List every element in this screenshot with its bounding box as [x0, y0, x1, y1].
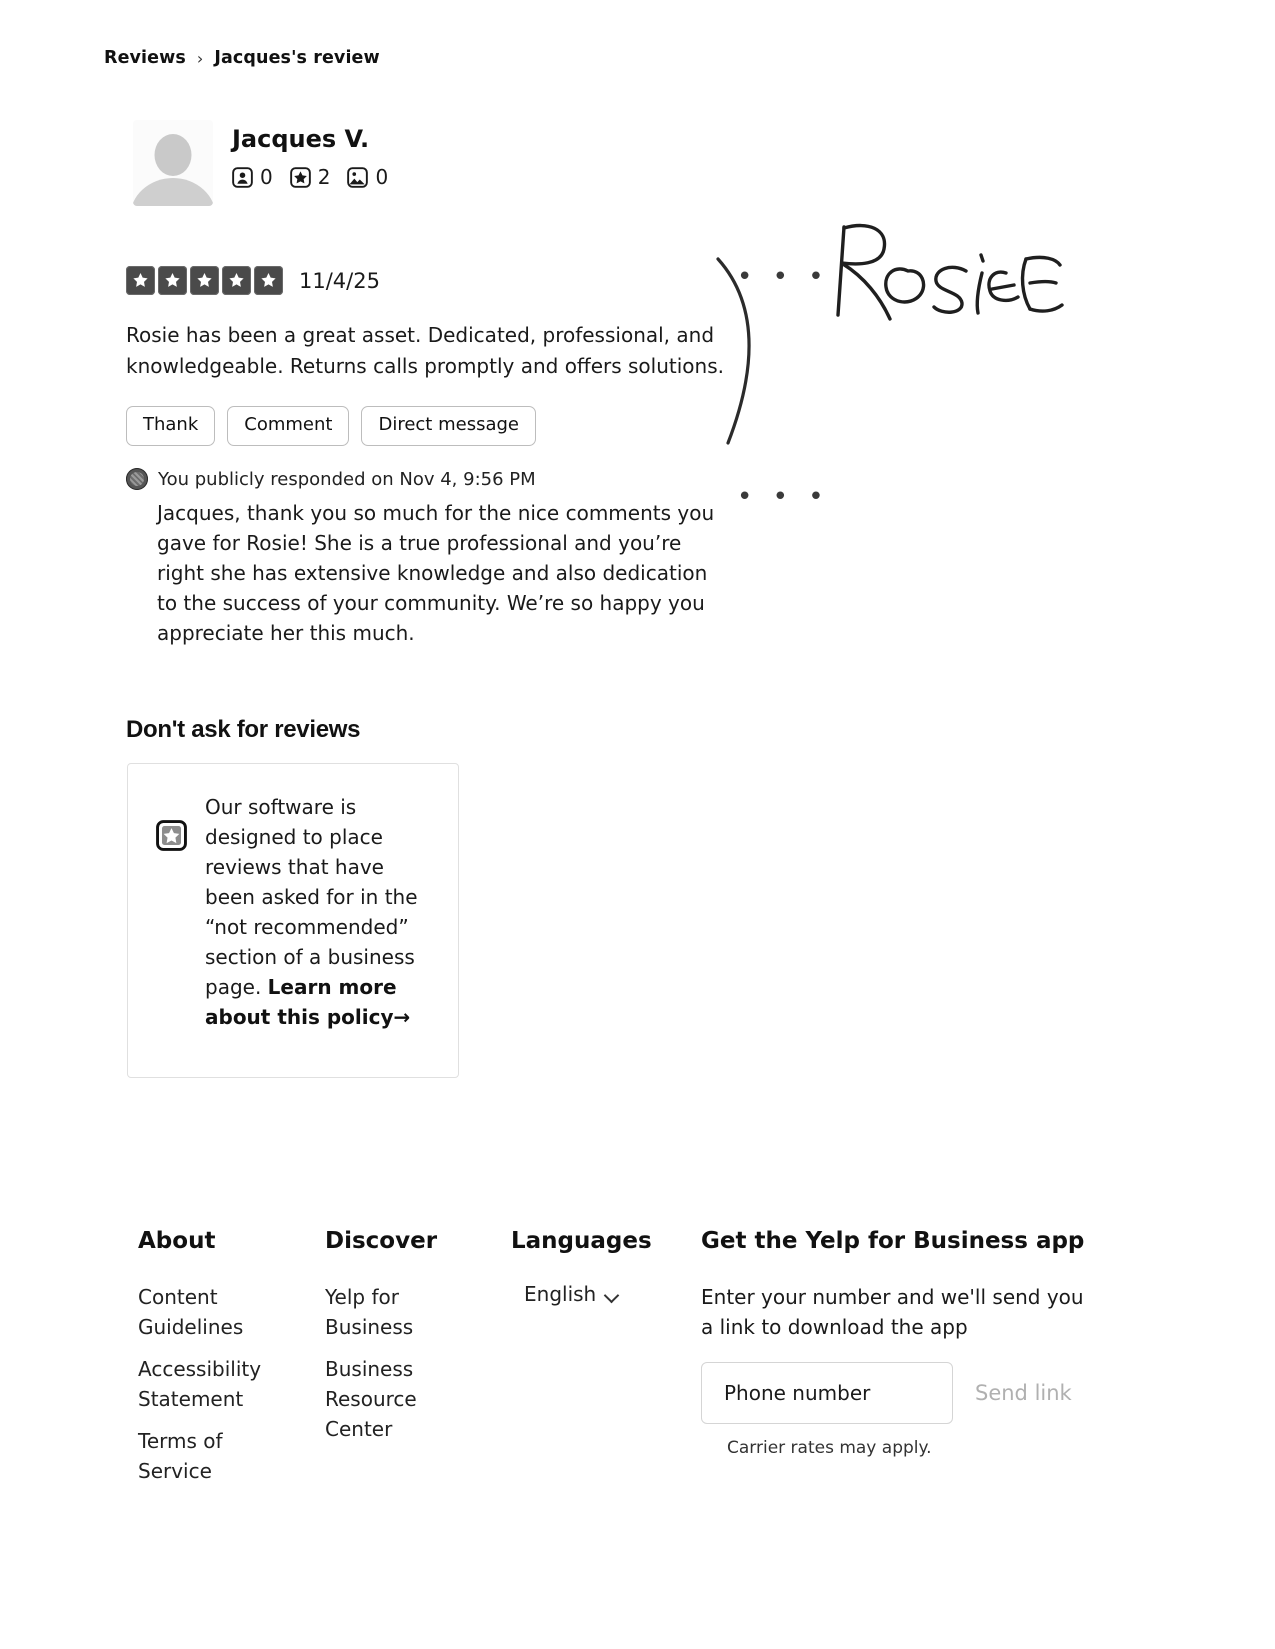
footer-link-yelp-for-business[interactable]: Yelp for Business: [325, 1285, 414, 1339]
footer-column-app: [701, 1228, 1101, 1458]
policy-heading: Don't ask for reviews: [126, 716, 361, 743]
star-filled-icon: [190, 266, 219, 295]
policy-card: [127, 763, 459, 1078]
reviewer-block: [133, 120, 388, 206]
footer-link-accessibility-statement[interactable]: Accessibility Statement: [138, 1357, 262, 1411]
footer-column-about: [138, 1228, 278, 1498]
language-selector[interactable]: [524, 1282, 619, 1306]
breadcrumb: [104, 48, 380, 68]
avatar-body-shape: [133, 178, 213, 206]
comment-button[interactable]: Comment: [227, 406, 349, 446]
policy-learn-more-link[interactable]: Learn more about this policy→: [205, 975, 411, 1029]
breadcrumb-current: Jacques's review: [214, 48, 380, 68]
footer-column-languages: [511, 1228, 652, 1306]
review-actions: [126, 406, 536, 446]
footer-link-content-guidelines[interactable]: Content Guidelines: [138, 1285, 244, 1339]
review-text: Rosie has been a great asset. Dedicated, professional, and knowledgeable. Returns calls promptly and offers solutions.: [126, 323, 724, 378]
footer-languages-title: Languages: [511, 1228, 652, 1254]
star-filled-icon: [126, 266, 155, 295]
footer-about-title: About: [138, 1228, 216, 1254]
stat-reviews-count: 2: [317, 165, 331, 190]
send-link-button[interactable]: Send link: [975, 1381, 1072, 1405]
friends-icon: [232, 167, 253, 188]
avatar-head-shape: [155, 134, 192, 176]
rating-row: [126, 266, 380, 295]
ellipsis-mark-bottom: • • •: [737, 482, 830, 512]
stat-friends-count: 0: [260, 165, 273, 190]
star-filled-icon: [158, 266, 187, 295]
reviewer-name[interactable]: Jacques V.: [232, 125, 370, 153]
policy-body-text: Our software is designed to place reviews that have been asked for in the “not recommended” section of a business page.: [205, 795, 418, 999]
review-date: 11/4/25: [299, 268, 380, 293]
footer-link-business-resource-center[interactable]: Business Resource Center: [325, 1357, 417, 1441]
footer-link-terms-of-service[interactable]: Terms of Service: [138, 1429, 223, 1483]
app-section-description: Enter your number and we'll send you a link to download the app: [701, 1285, 1084, 1339]
phone-number-input[interactable]: [701, 1362, 953, 1424]
handwritten-rosie-annotation: [830, 215, 1065, 339]
app-download-form: [701, 1362, 1101, 1424]
stat-photos-count: 0: [375, 165, 389, 190]
photo-icon: [347, 167, 368, 188]
response-text: Jacques, thank you so much for the nice comments you gave for Rosie! She is a true professional and you’re right she has extensive knowledge and also dedication to the success of your community. We’re so happy you appreciate her this much.: [157, 501, 715, 645]
policy-copy: [205, 792, 420, 1057]
reviewer-stats: [232, 165, 388, 189]
thank-button[interactable]: Thank: [126, 406, 215, 446]
response-header: [126, 468, 726, 490]
direct-message-button[interactable]: Direct message: [361, 406, 536, 446]
language-selected-value: English: [524, 1282, 597, 1306]
app-section-title: Get the Yelp for Business app: [701, 1228, 1085, 1254]
business-response: [126, 468, 726, 648]
footer-column-discover: [325, 1228, 465, 1456]
review-star-icon: [290, 167, 311, 188]
response-meta: You publicly responded on Nov 4, 9:56 PM: [158, 468, 536, 490]
carrier-rates-note: Carrier rates may apply.: [727, 1438, 932, 1458]
stat-reviews: [290, 165, 331, 189]
not-recommended-star-icon: [156, 820, 187, 851]
ellipsis-mark-top: • • •: [737, 262, 830, 292]
footer-discover-title: Discover: [325, 1228, 438, 1254]
avatar[interactable]: [133, 120, 213, 206]
star-filled-icon: [222, 266, 251, 295]
business-avatar: [126, 468, 148, 490]
star-filled-icon: [254, 266, 283, 295]
star-rating: [126, 266, 283, 295]
chevron-right-icon: ›: [196, 48, 204, 68]
stat-friends: [232, 165, 273, 189]
reviewer-info: [232, 120, 388, 189]
chevron-down-icon: [606, 1290, 619, 1298]
breadcrumb-reviews-link[interactable]: Reviews: [104, 48, 186, 68]
stat-photos: [347, 165, 388, 189]
